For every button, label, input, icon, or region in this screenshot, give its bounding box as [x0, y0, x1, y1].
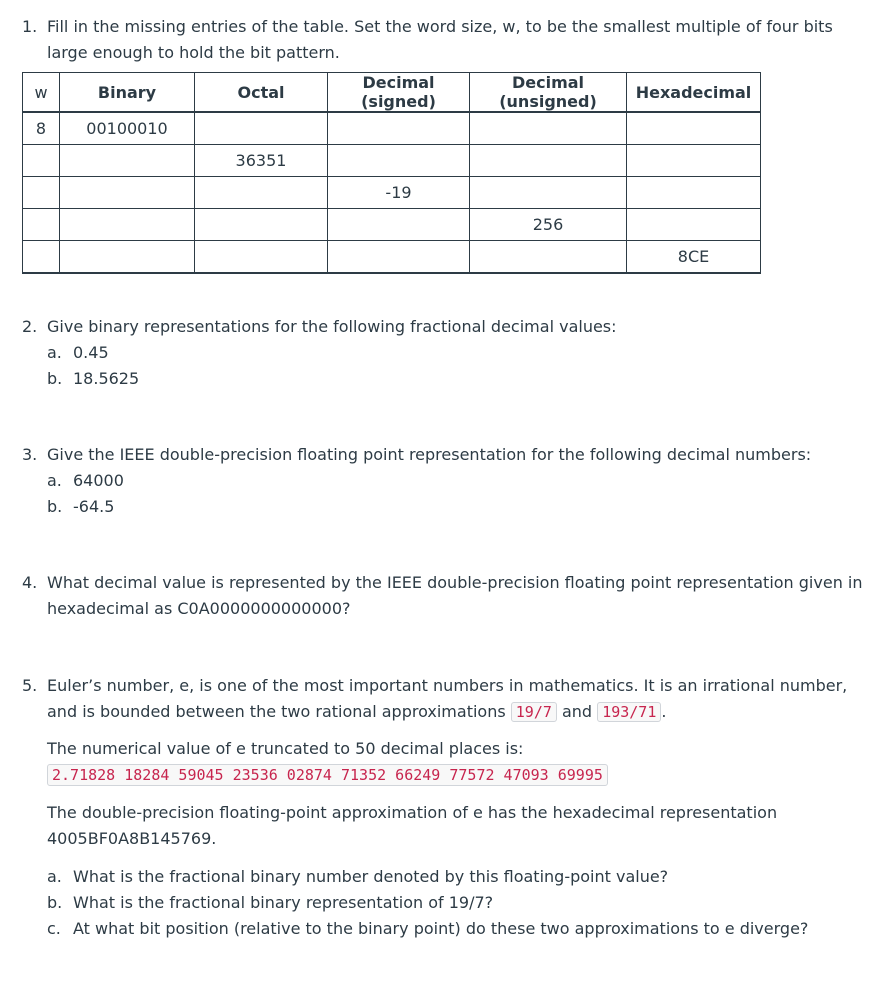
question-text	[47, 673, 867, 725]
e-value: 2.71828 18284 59045 23536 02874 71352 66249 77572 47093 69995	[47, 764, 608, 786]
truncated-intro: The numerical value of e truncated to 50 decimal places is:	[47, 739, 524, 758]
list-item	[47, 890, 493, 916]
item-text: What is the fractional binary representation of 19/7?	[73, 893, 494, 912]
question-text: Give binary representations for the following fractional decimal values:	[47, 317, 617, 336]
cell-w: 8	[23, 112, 60, 145]
item-label: c.	[47, 919, 61, 938]
approximation-19-7: 19/7	[511, 702, 557, 722]
list-item	[47, 916, 808, 942]
cell-binary	[60, 177, 195, 209]
table-header-row	[23, 73, 761, 113]
table-row	[23, 241, 761, 274]
period-text: .	[661, 702, 667, 721]
cell-binary	[60, 241, 195, 274]
hex-intro: The double-precision floating-point approximation of e has the hexadecimal representation 4005BF0A8B145769.	[47, 803, 778, 848]
cell-w	[23, 209, 60, 241]
item-text: 64000	[73, 471, 124, 490]
cell-w	[23, 241, 60, 274]
cell-decimal-unsigned	[470, 112, 627, 145]
table-row	[23, 112, 761, 145]
question-number: 4.	[22, 573, 38, 592]
question-2	[22, 314, 867, 340]
cell-decimal-unsigned	[470, 145, 627, 177]
question-5	[22, 673, 867, 725]
question-1	[22, 14, 867, 66]
item-text: What is the fractional binary number denoted by this floating-point value?	[73, 867, 669, 886]
cell-octal	[195, 177, 328, 209]
cell-hexadecimal	[627, 177, 761, 209]
header-w: w	[23, 73, 60, 113]
item-text: 18.5625	[73, 369, 140, 388]
item-text: -64.5	[73, 497, 115, 516]
question-number: 1.	[22, 17, 38, 36]
cell-hexadecimal	[627, 112, 761, 145]
cell-decimal-signed	[328, 241, 470, 274]
list-item	[47, 864, 668, 890]
cell-decimal-signed	[328, 145, 470, 177]
cell-octal	[195, 209, 328, 241]
question-number: 2.	[22, 317, 38, 336]
cell-decimal-unsigned	[470, 241, 627, 274]
cell-octal: 36351	[195, 145, 328, 177]
list-item	[47, 366, 139, 392]
e-value-block	[47, 762, 867, 788]
item-label: a.	[47, 471, 62, 490]
header-binary: Binary	[60, 73, 195, 113]
item-label: a.	[47, 343, 62, 362]
header-decimal-unsigned: Decimal (unsigned)	[470, 73, 627, 113]
item-label: b.	[47, 497, 63, 516]
cell-decimal-signed	[328, 209, 470, 241]
cell-hexadecimal: 8CE	[627, 241, 761, 274]
list-item	[47, 494, 114, 520]
item-label: a.	[47, 867, 62, 886]
approximation-193-71: 193/71	[597, 702, 661, 722]
header-hexadecimal: Hexadecimal	[627, 73, 761, 113]
cell-binary	[60, 209, 195, 241]
question-text-lead: Euler’s number, e, is one of the most important numbers in mathematics. It is an irrational number, and is bounded between the two rational approximations	[47, 676, 848, 721]
conversion-table	[22, 72, 761, 274]
table-row	[23, 177, 761, 209]
table-row	[23, 209, 761, 241]
question-number: 5.	[22, 676, 38, 695]
item-label: b.	[47, 369, 63, 388]
item-text: 0.45	[73, 343, 109, 362]
table-row	[23, 145, 761, 177]
question-text: Fill in the missing entries of the table. Set the word size, w, to be the smallest multiple of four bits large enough to hold the bit pattern.	[47, 17, 833, 62]
cell-decimal-signed	[328, 112, 470, 145]
item-label: b.	[47, 893, 63, 912]
list-item	[47, 468, 124, 494]
list-item	[47, 340, 109, 366]
question-number: 3.	[22, 445, 38, 464]
cell-octal	[195, 241, 328, 274]
cell-w	[23, 145, 60, 177]
cell-hexadecimal	[627, 145, 761, 177]
cell-decimal-unsigned: 256	[470, 209, 627, 241]
question-text: What decimal value is represented by the IEEE double-precision floating point representation given in hexadecimal as C0A0000000000000?	[47, 573, 863, 618]
conjunction-text: and	[561, 702, 593, 721]
cell-w	[23, 177, 60, 209]
cell-decimal-unsigned	[470, 177, 627, 209]
header-octal: Octal	[195, 73, 328, 113]
question-4	[22, 570, 867, 622]
cell-octal	[195, 112, 328, 145]
cell-decimal-signed: -19	[328, 177, 470, 209]
item-text: At what bit position (relative to the binary point) do these two approximations to e diverge?	[73, 919, 809, 938]
cell-binary: 00100010	[60, 112, 195, 145]
question-text: Give the IEEE double-precision floating point representation for the following decimal numbers:	[47, 445, 812, 464]
cell-binary	[60, 145, 195, 177]
question-3	[22, 442, 867, 468]
header-decimal-signed: Decimal (signed)	[328, 73, 470, 113]
cell-hexadecimal	[627, 209, 761, 241]
